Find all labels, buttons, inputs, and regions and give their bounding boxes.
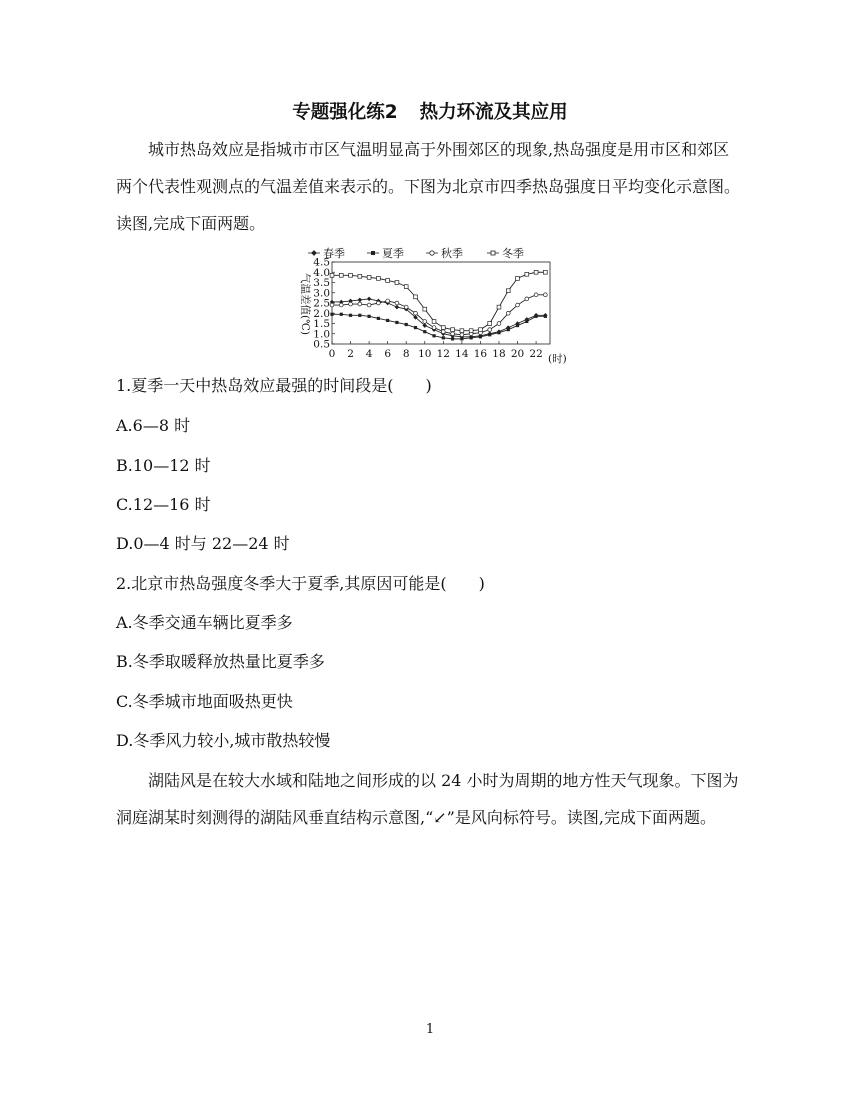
data-point	[469, 329, 473, 333]
data-point	[497, 305, 501, 309]
question-1-option-d: D.0—4 时与 22—24 时	[116, 534, 290, 553]
data-point	[376, 301, 380, 305]
data-point	[507, 328, 510, 331]
series-1	[330, 313, 547, 341]
data-point	[525, 297, 529, 301]
question-1-option-b: B.10—12 时	[116, 456, 211, 475]
data-point	[395, 301, 399, 305]
data-point	[534, 293, 538, 297]
data-point	[349, 314, 352, 317]
data-point	[432, 334, 435, 337]
data-point	[442, 336, 445, 339]
series-line	[332, 272, 545, 330]
y-tick-label: 4.5	[313, 256, 330, 269]
question-1-stem: 1.夏季一天中热岛效应最强的时间段是( )	[116, 376, 432, 395]
x-tick-label: 4	[365, 348, 373, 360]
x-tick-label: 16	[473, 348, 488, 360]
data-point	[534, 315, 537, 318]
x-tick-label: 2	[347, 348, 354, 360]
data-point	[414, 326, 417, 329]
x-tick-label: 8	[402, 348, 410, 360]
data-point	[460, 329, 464, 333]
series-0	[330, 297, 548, 339]
question-2-option-b: B.冬季取暖释放热量比夏季多	[116, 652, 325, 671]
x-tick-label: 18	[492, 348, 506, 360]
data-point	[358, 314, 361, 317]
data-point	[432, 326, 436, 330]
data-point	[423, 320, 427, 324]
y-tick-label: 1.0	[313, 328, 330, 341]
y-tick-label: 2.0	[313, 307, 330, 320]
y-tick-label: 3.5	[313, 277, 330, 289]
x-tick-label: 6	[384, 348, 392, 360]
data-point	[367, 297, 372, 302]
page-number: 1	[425, 1022, 435, 1037]
question-2-stem: 2.北京市热岛强度冬季大于夏季,其原因可能是( )	[116, 574, 485, 593]
data-point	[368, 315, 371, 318]
data-point	[386, 279, 390, 283]
y-tick-label: 4.0	[313, 266, 330, 279]
x-tick-label: 10	[418, 348, 432, 360]
data-point	[460, 333, 464, 337]
heat-island-chart	[292, 244, 568, 368]
legend-winter: 冬季	[502, 247, 524, 260]
data-point	[544, 315, 547, 318]
data-point	[358, 298, 363, 303]
data-point	[358, 302, 362, 306]
x-axis-label: (时)	[548, 353, 567, 365]
intro-paragraph-2	[116, 762, 744, 836]
question-1-option-a: A.6—8 时	[116, 416, 191, 435]
data-point	[414, 295, 418, 299]
intro-text-1: 城市热岛效应是指城市市区气温明显高于外围郊区的现象,热岛强度是用市区和郊区两个代表性观测点的气温差值来表示的。下图为北京市四季热岛强度日平均变化示意图。读图,完成下面两题。	[116, 140, 741, 233]
data-point	[377, 317, 380, 320]
legend-autumn: 秋季	[441, 247, 463, 260]
data-point	[516, 303, 520, 307]
data-point	[414, 311, 418, 315]
data-point	[395, 281, 399, 285]
data-point	[451, 328, 455, 332]
data-point	[479, 335, 482, 338]
data-point	[543, 270, 547, 274]
data-point	[441, 330, 445, 334]
y-tick-label: 2.5	[313, 297, 330, 310]
series-line	[332, 314, 545, 339]
series-3	[330, 270, 547, 332]
data-point	[451, 332, 455, 336]
data-point	[488, 333, 491, 336]
data-point	[488, 322, 492, 326]
data-point	[423, 330, 426, 333]
data-point	[376, 277, 380, 281]
y-tick-label: 0.5	[313, 338, 330, 351]
data-point	[432, 320, 436, 324]
intro-paragraph-1	[116, 131, 744, 242]
data-point	[330, 273, 334, 277]
intro-text-2: 湖陆风是在较大水域和陆地之间形成的以 24 小时为周期的地方性天气现象。下图为洞庭湖某时刻测得的湖陆风垂直结构示意图,“↙”是风向标符号。读图,完成下面两题。	[116, 771, 739, 827]
question-2-option-c: C.冬季城市地面吸热更快	[116, 692, 293, 711]
data-point	[470, 336, 473, 339]
chart-series	[330, 270, 548, 340]
series-line	[332, 295, 545, 335]
data-point	[460, 337, 463, 340]
data-point	[367, 275, 371, 279]
chart-legend	[308, 246, 524, 260]
data-point	[395, 321, 398, 324]
data-point	[404, 285, 408, 289]
data-point	[516, 277, 520, 281]
data-point	[441, 326, 445, 330]
legend-summer: 夏季	[382, 247, 404, 260]
data-point	[506, 311, 510, 315]
data-point	[516, 324, 519, 327]
data-point	[497, 322, 501, 326]
page-title	[0, 98, 860, 124]
data-point	[525, 320, 528, 323]
x-tick-label: 0	[328, 348, 336, 360]
x-tick-label: 12	[436, 348, 451, 360]
x-tick-label: 22	[529, 348, 543, 360]
y-axis-label: 气温差值(℃)	[299, 273, 311, 335]
data-point	[340, 313, 343, 316]
x-tick-label: 20	[510, 348, 525, 360]
data-point	[386, 299, 390, 303]
data-point	[339, 303, 343, 307]
data-point	[339, 273, 343, 277]
data-point	[330, 313, 333, 316]
data-point	[423, 307, 427, 311]
data-point	[358, 274, 362, 278]
data-point	[395, 305, 400, 310]
data-point	[497, 331, 500, 334]
data-point	[405, 323, 408, 326]
data-point	[479, 328, 483, 332]
legend-spring: 春季	[323, 247, 345, 260]
data-point	[543, 293, 547, 297]
x-tick-label: 14	[455, 348, 469, 360]
data-point	[451, 337, 454, 340]
y-tick-label: 1.5	[313, 318, 330, 330]
title-main: 专题强化练2	[292, 102, 398, 123]
data-point	[488, 328, 492, 332]
data-point	[349, 302, 353, 306]
data-point	[386, 319, 389, 322]
y-tick-label: 3.0	[313, 287, 330, 300]
data-point	[349, 273, 353, 277]
data-point	[404, 305, 408, 309]
data-point	[367, 303, 371, 307]
data-point	[506, 289, 510, 293]
question-2-option-d: D.冬季风力较小,城市散热较慢	[116, 731, 331, 750]
data-point	[534, 270, 538, 274]
question-2-option-a: A.冬季交通车辆比夏季多	[116, 613, 293, 632]
title-sub: 热力环流及其应用	[419, 102, 568, 123]
data-point	[330, 303, 334, 307]
data-point	[525, 272, 529, 276]
question-1-option-c: C.12—16 时	[116, 495, 211, 514]
